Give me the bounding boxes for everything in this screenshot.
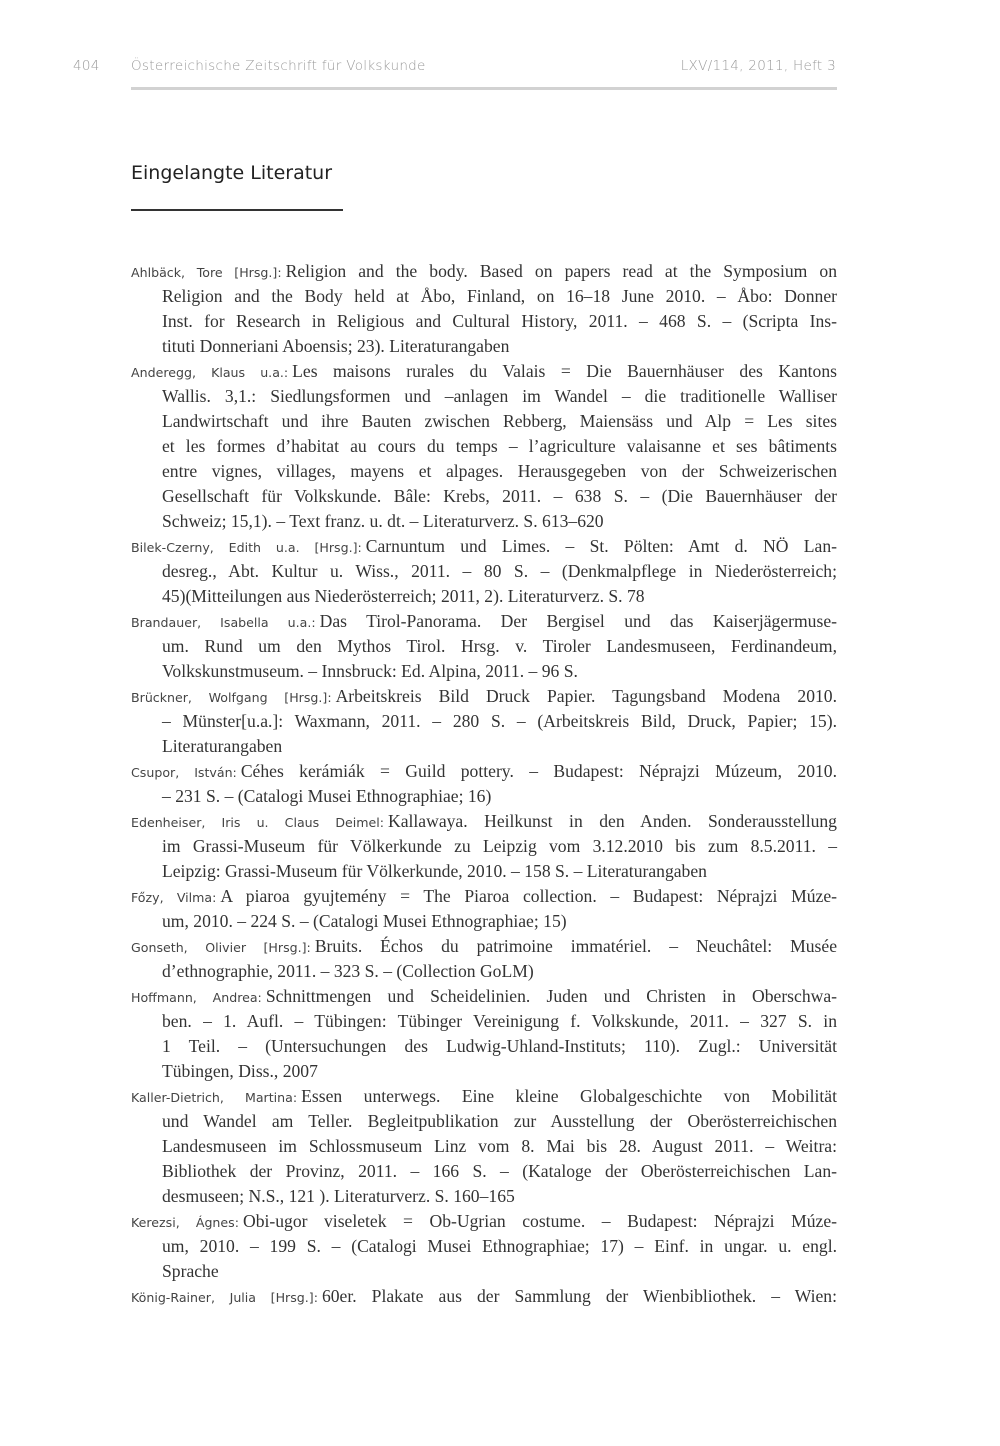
- entry-line: [131, 1209, 837, 1234]
- entry-text: Volkskunstmuseum. – Innsbruck: Ed. Alpina, 2011. – 96 S.: [162, 661, 578, 681]
- entry-line: [131, 809, 837, 834]
- bibliography-entry: [131, 1209, 837, 1284]
- bibliography-entry: [131, 534, 837, 609]
- entry-author: Brandauer, Isabella u.a.:: [131, 615, 316, 630]
- entry-author: Kerezsi, Ágnes:: [131, 1215, 239, 1230]
- entry-text: – 231 S. – (Catalogi Musei Ethnographiae; 16): [162, 786, 492, 806]
- entry-line: [131, 384, 837, 409]
- entry-text: 60er. Plakate aus der Sammlung der Wienbibliothek. – Wien:: [321, 1286, 837, 1306]
- entry-line: [131, 459, 837, 484]
- entry-line: [131, 1159, 837, 1184]
- bibliography-entry: [131, 609, 837, 684]
- entry-author: Ahlbäck, Tore [Hrsg.]:: [131, 265, 282, 280]
- bibliography-entry: [131, 1284, 837, 1309]
- entry-line: [131, 659, 837, 684]
- bibliography-entry: [131, 984, 837, 1084]
- entry-author: Brückner, Wolfgang [Hrsg.]:: [131, 690, 332, 705]
- entry-line: [131, 1284, 837, 1309]
- entry-text: Landwirtschaft und ihre Bauten zwischen Rebberg, Maiensäss und Alp = Les sites: [162, 411, 837, 431]
- entry-text: 1 Teil. – (Untersuchungen des Ludwig-Uhland-Instituts; 110). Zugl.: Universität: [162, 1036, 837, 1056]
- entry-author: Bilek-Czerny, Edith u.a. [Hrsg.]:: [131, 540, 362, 555]
- section-title: Eingelangte Literatur: [131, 162, 333, 184]
- entry-line: [131, 684, 837, 709]
- entry-text: Bruits. Échos du patrimoine immatériel. – Neuchâtel: Musée: [314, 936, 837, 956]
- entry-text: Gesellschaft für Volkskunde. Bâle: Krebs, 2011. – 638 S. – (Die Bauernhäuser der: [162, 486, 837, 506]
- entry-line: [131, 1109, 837, 1134]
- entry-line: [131, 1059, 837, 1084]
- entry-line: [131, 309, 837, 334]
- entry-line: [131, 1084, 837, 1109]
- entry-text: Tübingen, Diss., 2007: [162, 1061, 318, 1081]
- entry-author: Anderegg, Klaus u.a.:: [131, 365, 289, 380]
- bibliography-list: [131, 259, 837, 1309]
- entry-line: [131, 1234, 837, 1259]
- entry-author: König-Rainer, Julia [Hrsg.]:: [131, 1290, 318, 1305]
- entry-line: [131, 959, 837, 984]
- entry-line: [131, 834, 837, 859]
- title-underline: [131, 209, 343, 211]
- entry-line: [131, 509, 837, 534]
- journal-title: Österreichische Zeitschrift für Volkskunde: [131, 58, 426, 74]
- bibliography-entry: [131, 1084, 837, 1209]
- entry-text: Religion and the Body held at Åbo, Finland, on 16–18 June 2010. – Åbo: Donner: [162, 286, 837, 306]
- bibliography-entry: [131, 359, 837, 534]
- entry-text: Essen unterwegs. Eine kleine Globalgeschichte von Mobilität: [301, 1086, 838, 1106]
- entry-line: [131, 859, 837, 884]
- entry-line: [131, 1259, 837, 1284]
- entry-line: [131, 984, 837, 1009]
- entry-text: Bibliothek der Provinz, 2011. – 166 S. – (Kataloge der Oberösterreichischen Lan-: [162, 1161, 837, 1181]
- page-number: 404: [73, 58, 100, 74]
- entry-text: und Wandel am Teller. Begleitpublikation zur Ausstellung der Oberösterreichischen: [162, 1111, 837, 1131]
- entry-text: Schnittmengen und Scheidelinien. Juden und Christen in Oberschwa-: [265, 986, 837, 1006]
- entry-text: entre vignes, villages, mayens et alpages. Herausgegeben von der Schweizerischen: [162, 461, 837, 481]
- entry-text: Das Tirol-Panorama. Der Bergisel und das Kaiserjägermuse-: [319, 611, 837, 631]
- entry-line: [131, 334, 837, 359]
- entry-line: [131, 359, 837, 384]
- entry-line: [131, 434, 837, 459]
- entry-text: desmuseen; N.S., 121 ). Literaturverz. S. 160–165: [162, 1186, 515, 1206]
- entry-line: [131, 584, 837, 609]
- entry-author: Kaller-Dietrich, Martina:: [131, 1090, 298, 1105]
- bibliography-entry: [131, 884, 837, 934]
- entry-text: Sprache: [162, 1261, 219, 1281]
- entry-line: [131, 609, 837, 634]
- bibliography-entry: [131, 934, 837, 984]
- entry-text: tituti Donneriani Aboensis; 23). Literaturangaben: [162, 336, 510, 356]
- entry-text: Carnuntum und Limes. – St. Pölten: Amt d. NÖ Lan-: [365, 536, 837, 556]
- entry-text: Literaturangaben: [162, 736, 283, 756]
- entry-text: Landesmuseen im Schlossmuseum Linz vom 8. Mai bis 28. August 2011. – Weitra:: [162, 1136, 837, 1156]
- entry-text: um, 2010. – 224 S. – (Catalogi Musei Ethnographiae; 15): [162, 911, 567, 931]
- entry-line: [131, 259, 837, 284]
- entry-text: um, 2010. – 199 S. – (Catalogi Musei Ethnographiae; 17) – Einf. in ungar. u. engl.: [162, 1236, 837, 1256]
- bibliography-entry: [131, 259, 837, 359]
- entry-line: [131, 484, 837, 509]
- entry-author: Gonseth, Olivier [Hrsg.]:: [131, 940, 311, 955]
- bibliography-entry: [131, 759, 837, 809]
- entry-text: Religion and the body. Based on papers read at the Symposium on: [285, 261, 837, 281]
- entry-text: Kallawaya. Heilkunst in den Anden. Sonderausstellung: [388, 811, 837, 831]
- entry-line: [131, 884, 837, 909]
- entry-text: Leipzig: Grassi-Museum für Völkerkunde, 2010. – 158 S. – Literaturangaben: [162, 861, 707, 881]
- bibliography-entry: [131, 809, 837, 884]
- entry-line: [131, 1009, 837, 1034]
- entry-text: Arbeitskreis Bild Druck Papier. Tagungsband Modena 2010.: [335, 686, 838, 706]
- entry-text: im Grassi-Museum für Völkerkunde zu Leipzig vom 3.12.2010 bis zum 8.5.2011. –: [162, 836, 837, 856]
- entry-text: Céhes kerámiák = Guild pottery. – Budapest: Néprajzi Múzeum, 2010.: [240, 761, 837, 781]
- entry-text: A piaroa gyujtemény = The Piaroa collection. – Budapest: Néprajzi Múze-: [220, 886, 837, 906]
- entry-text: 45)(Mitteilungen aus Niederösterreich; 2011, 2). Literaturverz. S. 78: [162, 586, 645, 606]
- entry-text: d’ethnographie, 2011. – 323 S. – (Collection GoLM): [162, 961, 534, 981]
- entry-text: desreg., Abt. Kultur u. Wiss., 2011. – 80 S. – (Denkmalpflege in Niederösterreich;: [162, 561, 837, 581]
- entry-line: [131, 559, 837, 584]
- entry-author: Főzy, Vilma:: [131, 890, 217, 905]
- entry-text: Wallis. 3,1.: Siedlungsformen und –anlagen im Wandel – die traditionelle Walliser: [162, 386, 837, 406]
- entry-text: Inst. for Research in Religious and Cultural History, 2011. – 468 S. – (Scripta Ins-: [162, 311, 837, 331]
- header-rule: [131, 87, 837, 90]
- entry-text: Schweiz; 15,1). – Text franz. u. dt. – Literaturverz. S. 613–620: [162, 511, 604, 531]
- entry-text: – Münster[u.a.]: Waxmann, 2011. – 280 S. – (Arbeitskreis Bild, Druck, Papier; 15).: [162, 711, 837, 731]
- entry-line: [131, 284, 837, 309]
- entry-line: [131, 709, 837, 734]
- entry-line: [131, 909, 837, 934]
- entry-line: [131, 1034, 837, 1059]
- entry-line: [131, 409, 837, 434]
- entry-line: [131, 784, 837, 809]
- entry-line: [131, 734, 837, 759]
- entry-author: Csupor, István:: [131, 765, 237, 780]
- entry-line: [131, 934, 837, 959]
- entry-line: [131, 759, 837, 784]
- entry-line: [131, 634, 837, 659]
- entry-text: Les maisons rurales du Valais = Die Bauernhäuser des Kantons: [292, 361, 838, 381]
- entry-text: et les formes d’habitat au cours du temps – l’agriculture valaisanne et ses bâtiments: [162, 436, 837, 456]
- entry-text: um. Rund um den Mythos Tirol. Hrsg. v. Tiroler Landesmuseen, Ferdinandeum,: [162, 636, 837, 656]
- entry-line: [131, 1184, 837, 1209]
- entry-text: Obi-ugor viseletek = Ob-Ugrian costume. – Budapest: Néprajzi Múze-: [242, 1211, 837, 1231]
- entry-line: [131, 534, 837, 559]
- bibliography-entry: [131, 684, 837, 759]
- entry-author: Edenheiser, Iris u. Claus Deimel:: [131, 815, 385, 830]
- entry-author: Hoffmann, Andrea:: [131, 990, 262, 1005]
- entry-text: ben. – 1. Aufl. – Tübingen: Tübinger Vereinigung f. Volkskunde, 2011. – 327 S. in: [162, 1011, 837, 1031]
- volume-info: LXV/114, 2011, Heft 3: [680, 58, 836, 74]
- entry-line: [131, 1134, 837, 1159]
